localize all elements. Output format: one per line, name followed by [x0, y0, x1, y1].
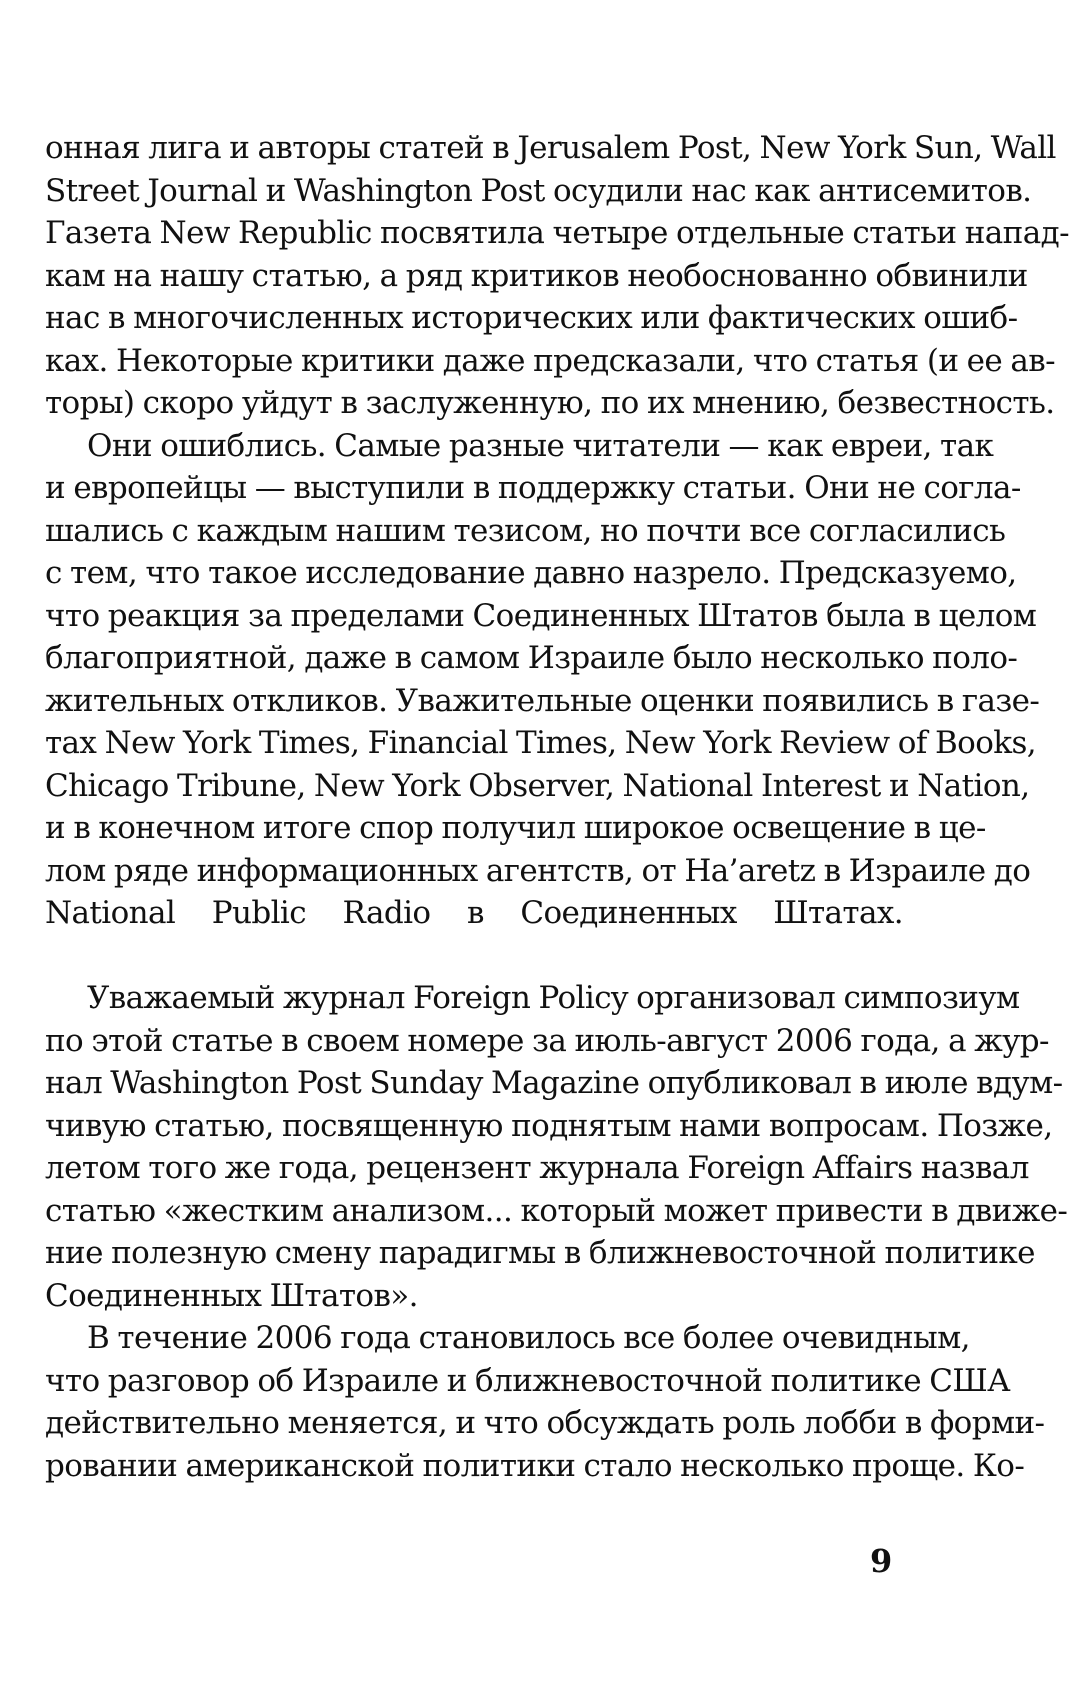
text-line: National Public Radio в Соединенных Штатах. — [45, 895, 903, 931]
text-line: тах New York Times, Financial Times, New York Review of Books, — [45, 725, 1037, 761]
text-line: жительных откликов. Уважительные оценки появились в газе- — [45, 682, 1040, 719]
text-line: Соединенных Штатов». — [45, 1277, 418, 1314]
text-line: благоприятной, даже в самом Израиле было несколько поло- — [45, 640, 1018, 676]
text-line: В течение 2006 года становилось все более очевидным, — [87, 1320, 970, 1356]
text-line: что реакция за пределами Соединенных Штатов была в целом — [45, 597, 1037, 634]
text-line: статью «жестким анализом... который может привести в движе- — [45, 1192, 1068, 1229]
text-line: по этой статье в своем номере за июль-август 2006 года, а жур- — [45, 1022, 1049, 1059]
text-line: Street Journal и Washington Post осудили нас как антисемитов. — [45, 172, 1032, 209]
text-line: Уважаемый журнал Foreign Policy организовал симпозиум — [87, 980, 1020, 1016]
text-line: и европейцы — выступили в поддержку статьи. Они не согла- — [45, 470, 1021, 506]
text-line: что разговор об Израиле и ближневосточной политике США — [45, 1362, 1011, 1399]
text-line: ках. Некоторые критики даже предсказали, что статья (и ее ав- — [45, 342, 1056, 379]
text-line: Они ошиблись. Самые разные читатели — как евреи, так — [87, 427, 994, 464]
text-line: кам на нашу статью, а ряд критиков необоснованно обвинили — [45, 257, 1028, 294]
text-line: нас в многочисленных исторических или фактических ошиб- — [45, 300, 1018, 336]
text-line: с тем, что такое исследование давно назрело. Предсказуемо, — [45, 555, 1017, 591]
text-line: торы) скоро уйдут в заслуженную, по их мнению, безвестность. — [45, 385, 1055, 421]
page-number: 9 — [870, 1542, 893, 1580]
text-line: нал Washington Post Sunday Magazine опубликовал в июле вдум- — [45, 1065, 1063, 1101]
text-line: ние полезную смену парадигмы в ближневосточной политике — [45, 1235, 1035, 1271]
text-line: действительно меняется, и что обсуждать роль лобби в форми- — [45, 1405, 1045, 1441]
text-line — [45, 935, 903, 978]
text-line: онная лига и авторы статей в Jerusalem Post, New York Sun, Wall — [45, 130, 1056, 166]
text-line: летом того же года, рецензент журнала Foreign Affairs назвал — [45, 1150, 1029, 1186]
text-line: шались с каждым нашим тезисом, но почти все согласились — [45, 512, 1006, 549]
text-line: ровании американской политики стало несколько проще. Ко- — [45, 1447, 1025, 1484]
body-text — [45, 127, 1069, 1487]
text-line: лом ряде информационных агентств, от Ha’aretz в Израиле до — [45, 852, 1031, 889]
text-line: чивую статью, посвященную поднятым нами вопросам. Позже, — [45, 1107, 1053, 1144]
text-line: и в конечном итоге спор получил широкое освещение в це- — [45, 810, 986, 846]
text-line: Газета New Republic посвятила четыре отдельные статьи напад- — [45, 215, 1069, 251]
text-line: Chicago Tribune, New York Observer, National Interest и Nation, — [45, 767, 1030, 804]
